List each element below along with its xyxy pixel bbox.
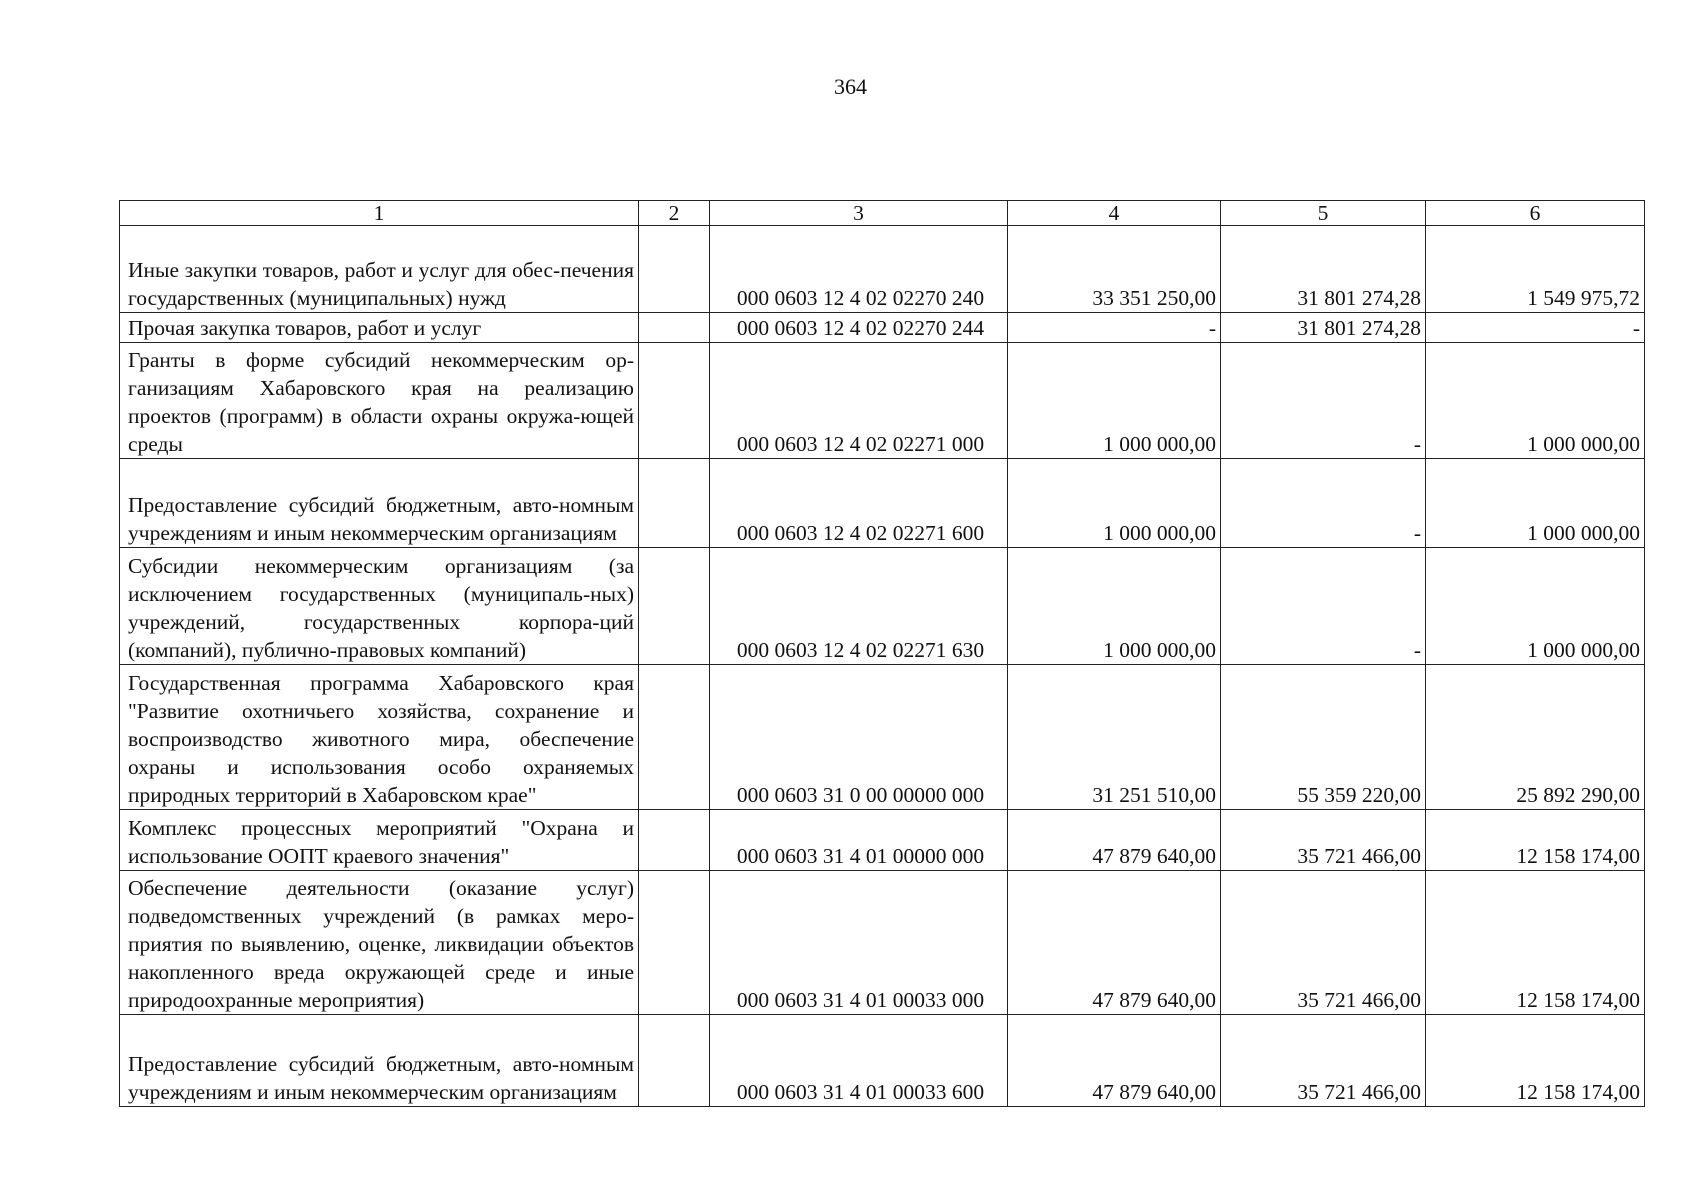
table-row: [120, 1015, 1645, 1107]
header-col-5: 5: [1221, 201, 1426, 226]
table-row: [120, 810, 1645, 871]
row-code: 000 0603 12 4 02 02271 630: [710, 548, 1008, 665]
row-col2: [639, 871, 710, 1015]
row-name: Прочая закупка товаров, работ и услуг: [120, 313, 639, 343]
row-value-5: -: [1221, 548, 1426, 665]
row-code: 000 0603 31 4 01 00033 000: [710, 871, 1008, 1015]
row-col2: [639, 1015, 710, 1107]
row-value-5: 55 359 220,00: [1221, 665, 1426, 810]
row-code: 000 0603 12 4 02 02271 600: [710, 459, 1008, 548]
row-code: 000 0603 12 4 02 02270 240: [710, 226, 1008, 313]
row-code: 000 0603 31 0 00 00000 000: [710, 665, 1008, 810]
row-value-4: 33 351 250,00: [1008, 226, 1221, 313]
row-name: Комплекс процессных мероприятий "Охрана и использование ООПТ краевого значения": [120, 810, 639, 871]
row-code: 000 0603 31 4 01 00033 600: [710, 1015, 1008, 1107]
table-row: [120, 343, 1645, 459]
header-row: [120, 201, 1645, 226]
row-col2: [639, 665, 710, 810]
row-value-5: -: [1221, 343, 1426, 459]
header-col-6: 6: [1426, 201, 1645, 226]
row-code: 000 0603 31 4 01 00000 000: [710, 810, 1008, 871]
row-name: Государственная программа Хабаровского края "Развитие охотничьего хозяйства, сохранение и воспроизводство животного мира, обеспечение охраны и использования особо охраняемых природных территорий в Хабаровском крае": [120, 665, 639, 810]
row-col2: [639, 548, 710, 665]
row-value-6: 1 000 000,00: [1426, 459, 1645, 548]
page-number: 364: [834, 74, 867, 99]
row-value-4: 31 251 510,00: [1008, 665, 1221, 810]
row-name: Гранты в форме субсидий некоммерческим ор-ганизациям Хабаровского края на реализацию проектов (программ) в области охраны окружа-ющей среды: [120, 343, 639, 459]
row-name: Обеспечение деятельности (оказание услуг) подведомственных учреждений (в рамках меро-приятия по выявлению, оценке, ликвидации объектов накопленного вреда окружающей среде и иные природоохранные мероприятия): [120, 871, 639, 1015]
row-value-4: 47 879 640,00: [1008, 810, 1221, 871]
row-name: Субсидии некоммерческим организациям (за исключением государственных (муниципаль-ных) учреждений, государственных корпора-ций (компаний), публично-правовых компаний): [120, 548, 639, 665]
table-row: [120, 871, 1645, 1015]
row-value-4: -: [1008, 313, 1221, 343]
row-name: Предоставление субсидий бюджетным, авто-номным учреждениям и иным некоммерческим организациям: [120, 459, 639, 548]
row-value-6: 12 158 174,00: [1426, 810, 1645, 871]
row-value-6: 1 000 000,00: [1426, 548, 1645, 665]
row-value-6: 1 549 975,72: [1426, 226, 1645, 313]
row-value-4: 1 000 000,00: [1008, 548, 1221, 665]
row-value-5: -: [1221, 459, 1426, 548]
row-value-5: 31 801 274,28: [1221, 313, 1426, 343]
row-col2: [639, 459, 710, 548]
row-value-4: 1 000 000,00: [1008, 343, 1221, 459]
row-value-4: 47 879 640,00: [1008, 871, 1221, 1015]
row-value-6: 12 158 174,00: [1426, 871, 1645, 1015]
row-code: 000 0603 12 4 02 02270 244: [710, 313, 1008, 343]
row-value-6: 1 000 000,00: [1426, 343, 1645, 459]
row-col2: [639, 313, 710, 343]
row-col2: [639, 343, 710, 459]
header-col-4: 4: [1008, 201, 1221, 226]
row-value-6: -: [1426, 313, 1645, 343]
row-value-4: 47 879 640,00: [1008, 1015, 1221, 1107]
row-value-6: 25 892 290,00: [1426, 665, 1645, 810]
row-name: Предоставление субсидий бюджетным, авто-номным учреждениям и иным некоммерческим организациям: [120, 1015, 639, 1107]
row-value-6: 12 158 174,00: [1426, 1015, 1645, 1107]
budget-table: [119, 200, 1645, 1107]
header-col-1: 1: [120, 201, 639, 226]
table-row: [120, 665, 1645, 810]
table-row: [120, 226, 1645, 313]
header-col-3: 3: [710, 201, 1008, 226]
header-col-2: 2: [639, 201, 710, 226]
table-row: [120, 548, 1645, 665]
row-value-4: 1 000 000,00: [1008, 459, 1221, 548]
row-value-5: 35 721 466,00: [1221, 810, 1426, 871]
row-col2: [639, 810, 710, 871]
row-col2: [639, 226, 710, 313]
table-row: [120, 459, 1645, 548]
row-value-5: 31 801 274,28: [1221, 226, 1426, 313]
row-code: 000 0603 12 4 02 02271 000: [710, 343, 1008, 459]
table-row: [120, 313, 1645, 343]
row-value-5: 35 721 466,00: [1221, 871, 1426, 1015]
row-name: Иные закупки товаров, работ и услуг для обес-печения государственных (муниципальных) нужд: [120, 226, 639, 313]
row-value-5: 35 721 466,00: [1221, 1015, 1426, 1107]
